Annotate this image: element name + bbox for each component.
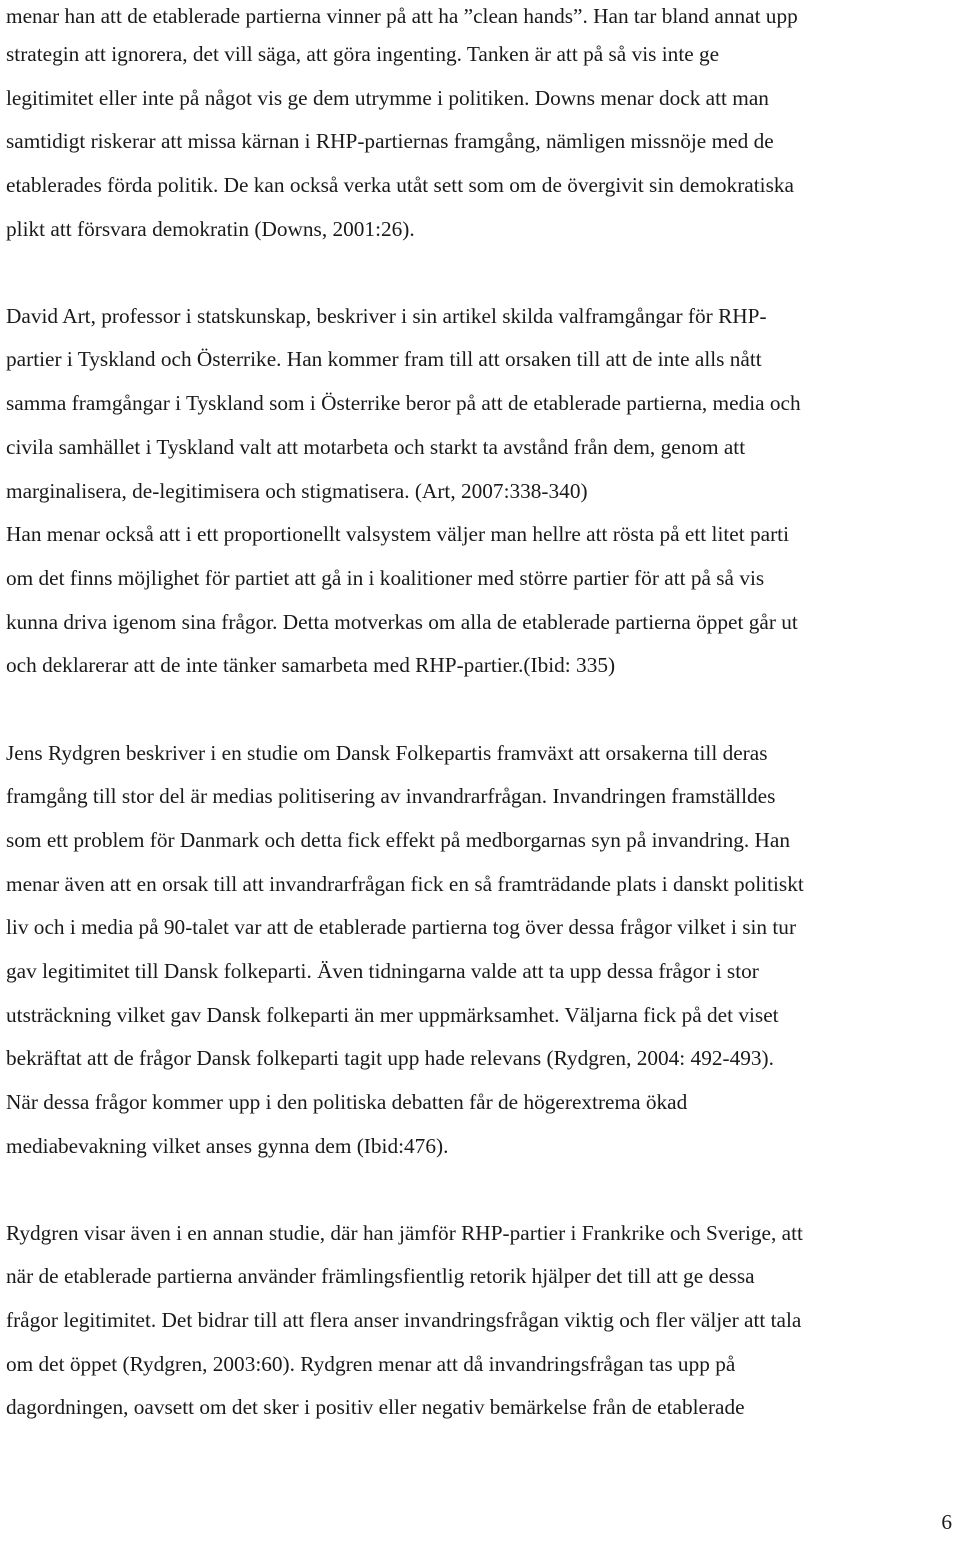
paragraph-1-line-6: plikt att försvara demokratin (Downs, 2001:26). [6, 217, 415, 241]
paragraph-3-line-1: Jens Rydgren beskriver i en studie om Dansk Folkepartis framväxt att orsakerna till deras [6, 741, 768, 765]
paragraph-2-line-3: samma framgångar i Tyskland som i Österrike beror på att de etablerade partierna, media och [6, 391, 801, 415]
paragraph-1-line-3: legitimitet eller inte på något vis ge dem utrymme i politiken. Downs menar dock att man [6, 86, 769, 110]
paragraph-1-line-5: etablerades förda politik. De kan också verka utåt sett som om de övergivit sin demokratiska [6, 173, 794, 197]
paragraph-3-line-7: utsträckning vilket gav Dansk folkeparti än mer uppmärksamhet. Väljarna fick på det viset [6, 1003, 779, 1027]
paragraph-4-line-1: Rydgren visar även i en annan studie, där han jämför RHP-partier i Frankrike och Sverige, att [6, 1221, 803, 1245]
paragraph-2-line-7: om det finns möjlighet för partiet att gå in i koalitioner med större partier för att på så vis [6, 566, 765, 590]
paragraph-4-line-3: frågor legitimitet. Det bidrar till att flera anser invandringsfrågan viktig och fler väljer att tala [6, 1308, 802, 1332]
paragraph-2-line-5: marginalisera, de-legitimisera och stigmatisera. (Art, 2007:338-340) [6, 479, 588, 503]
paragraph-2-line-9: och deklarerar att de inte tänker samarbeta med RHP-partier.(Ibid: 335) [6, 653, 616, 677]
paragraph-2-line-1: David Art, professor i statskunskap, beskriver i sin artikel skilda valframgångar för RHP- [6, 304, 767, 328]
paragraph-1-line-1: menar han att de etablerade partierna vinner på att ha ”clean hands”. Han tar bland annat upp [6, 4, 798, 28]
paragraph-3-line-9: När dessa frågor kommer upp i den politiska debatten får de högerextrema ökad [6, 1090, 688, 1114]
paragraph-1-line-4: samtidigt riskerar att missa kärnan i RHP-partiernas framgång, nämligen missnöje med de [6, 129, 774, 153]
paragraph-3-line-6: gav legitimitet till Dansk folkeparti. Även tidningarna valde att ta upp dessa frågor i stor [6, 959, 759, 983]
page-number: 6 [941, 1510, 952, 1534]
paragraph-2-line-8: kunna driva igenom sina frågor. Detta motverkas om alla de etablerade partierna öppet går ut [6, 610, 798, 634]
paragraph-2-line-4: civila samhället i Tyskland valt att motarbeta och starkt ta avstånd från dem, genom att [6, 435, 746, 459]
paragraph-4-line-2: när de etablerade partierna använder främlingsfientlig retorik hjälper det till att ge dessa [6, 1264, 755, 1288]
paragraph-1-line-2: strategin att ignorera, det vill säga, att göra ingenting. Tanken är att på så vis inte ge [6, 42, 720, 66]
paragraph-4-line-5: dagordningen, oavsett om det sker i positiv eller negativ bemärkelse från de etablerade [6, 1395, 745, 1419]
paragraph-3-line-3: som ett problem för Danmark och detta fick effekt på medborgarnas syn på invandring. Han [6, 828, 791, 852]
paragraph-3-line-4: menar även att en orsak till att invandrarfrågan fick en så framträdande plats i danskt politiskt [6, 872, 804, 896]
paragraph-4-line-4: om det öppet (Rydgren, 2003:60). Rydgren menar att då invandringsfrågan tas upp på [6, 1352, 736, 1376]
paragraph-3-line-10: mediabevakning vilket anses gynna dem (Ibid:476). [6, 1134, 449, 1158]
paragraph-2-line-6: Han menar också att i ett proportionellt valsystem väljer man hellre att rösta på ett litet parti [6, 522, 789, 546]
paragraph-2-line-2: partier i Tyskland och Österrike. Han kommer fram till att orsaken till att de inte alls nått [6, 347, 762, 371]
paragraph-3-line-2: framgång till stor del är medias politisering av invandrarfrågan. Invandringen framställdes [6, 784, 776, 808]
paragraph-3-line-8: bekräftat att de frågor Dansk folkeparti tagit upp hade relevans (Rydgren, 2004: 492-493). [6, 1046, 774, 1070]
paragraph-3-line-5: liv och i media på 90-talet var att de etablerade partierna tog över dessa frågor vilket i sin tur [6, 915, 797, 939]
